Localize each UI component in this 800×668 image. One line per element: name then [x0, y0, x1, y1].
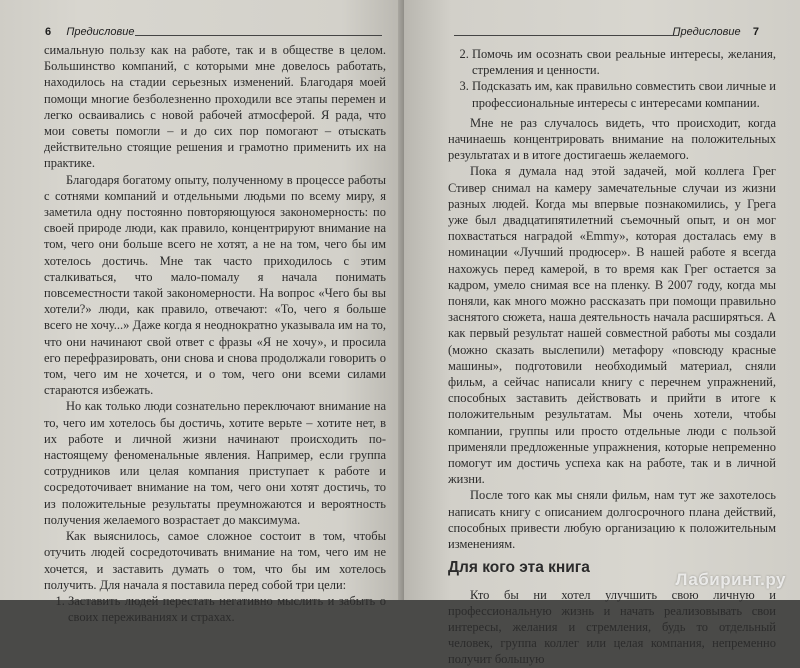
paragraph: Мне не раз случалось видеть, что происходит, когда начинаешь концентрировать внимание на положительных результатах и в итоге достигаешь желаемого.: [448, 115, 776, 163]
list-item: 1. Заставить людей перестать негативно мыслить и забыть о своих переживаниях и страхах.: [68, 593, 386, 625]
goals-list-continued: [448, 46, 776, 111]
list-item: 3. Подсказать им, как правильно совместить свои личные и профессиональные интересы с интересами компании.: [472, 78, 776, 110]
paragraph: Пока я думала над этой задачей, мой коллега Грег Стивер снимал на камеру замечательные случаи из жизни разных людей. Когда мы впервые познакомились, у Грега уже был двадцатипятилетний съемочный опыт, и он мог похвастаться наградой «Emmy», которая досталась ему в номинации «Лучший продюсер». В нашей работе я всегда нахожусь перед камерой, в то время как Грег остается за кадром, умело снимая все на пленку. В 2007 году, когда мы поняли, как много можно рассказать при помощи правильно заснятого сюжета, наша деятельность начала расширяться. А как первый результат нашей совместной работы мы создали (можно сказать выслепили) метафору «повсюду красные машины», подготовили необходимый материал, сняли фильм, а сейчас написали книгу с перечнем упражнений, способных заставить действовать и прийти в итоге к положительным результатам. Мы очень хотели, чтобы компании, группы или просто отдельные люди с пользой применяли предложенные упражнения, которые непременно помогут им достичь успеха как на работе, так и в личной жизни.: [448, 164, 776, 487]
left-head-rule: [135, 35, 382, 36]
right-page-number: 7: [752, 26, 759, 38]
left-running-title: Предисловие: [66, 26, 135, 38]
goals-list: [44, 593, 386, 625]
paragraph: Благодаря богатому опыту, полученному в процессе работы с сотнями компаний и отдельными людьми по всему миру, я заметила одну постоянно повторяющуюся закономерность: по своей природе люди, как правило, концентрируют внимание на том, чего они больше всего не хотят, а не на том, чего бы им хотелось достичь. Мне так часто приходилось с этим сталкиваться, что мало-помалу я начала понимать повсеместности такой закономерности. На вопрос «Чего бы вы хотели?» люди, как правило, отвечают: «То, чего я больше всего не хочу...» Даже когда я неоднократно указывала им на то, что они начинают свой ответ с фразы «Я не хочу», и просила его перефразировать, они снова и снова продолжали говорить о том, чего им не хочется, и о том, чего они всеми силами стараются избежать.: [44, 172, 386, 398]
right-running-head: [454, 26, 759, 38]
left-page: [0, 0, 402, 625]
list-item: 2. Помочь им осознать свои реальные интересы, желания, стремления и ценности.: [472, 46, 776, 78]
paragraph: Как выяснилось, самое сложное состоит в том, чтобы отучить людей сосредоточивать внимание на том, чего им не хочется, и заставить думать о том, что бы им хотелось получить. Для начала я поставила перед собой три цели:: [44, 529, 386, 592]
right-head-rule: [454, 35, 679, 36]
left-running-head: [45, 26, 382, 38]
left-page-number: 6: [45, 26, 52, 38]
paragraph: Кто бы ни хотел улучшить свою личную и профессиональную жизнь и начать реализовывать свои интересы, желания и стремления, будь то отдельный человек, группа коллег или целая компания, непременно получит большую: [448, 587, 776, 667]
right-running-title: Предисловие: [672, 26, 741, 38]
paragraph: симальную пользу как на работе, так и в обществе в целом. Большинство компаний, с которыми мне довелось работать, находилось на стадии серьезных изменений. Благодаря моей помощи многие безболезненно проходили все этапы перемен и легко осваивались с новой рабочей атмосферой. Я рада, что мои советы помогли – и до сих пор помогают – отыскать действительно стоящие решения и грамотно применить их на практике.: [44, 43, 386, 171]
paragraph: После того как мы сняли фильм, нам тут же захотелось написать книгу с описанием долгосрочного плана действий, способных привести любую организацию к положительным изменениям.: [448, 488, 776, 552]
watermark-logo: [675, 570, 786, 590]
watermark-text: Лабиринт.ру: [675, 570, 786, 589]
paragraph: Но как только люди сознательно переключают внимание на то, чего им хотелось бы достичь, хотите верьте – хотите нет, в их работе и личной жизни начинают происходить по-настоящему феноменальные явления. Например, если группа сотрудников или целая компания приступает к работе и сосредоточивает внимание на том, чего они хотят достичь, то из положительные результаты преумножаются и вероятность получения желаемого возрастает до максимума.: [44, 399, 386, 527]
section-heading: Для кого эта книга: [448, 559, 590, 577]
left-page-body: [44, 42, 386, 625]
right-page: [404, 0, 800, 667]
